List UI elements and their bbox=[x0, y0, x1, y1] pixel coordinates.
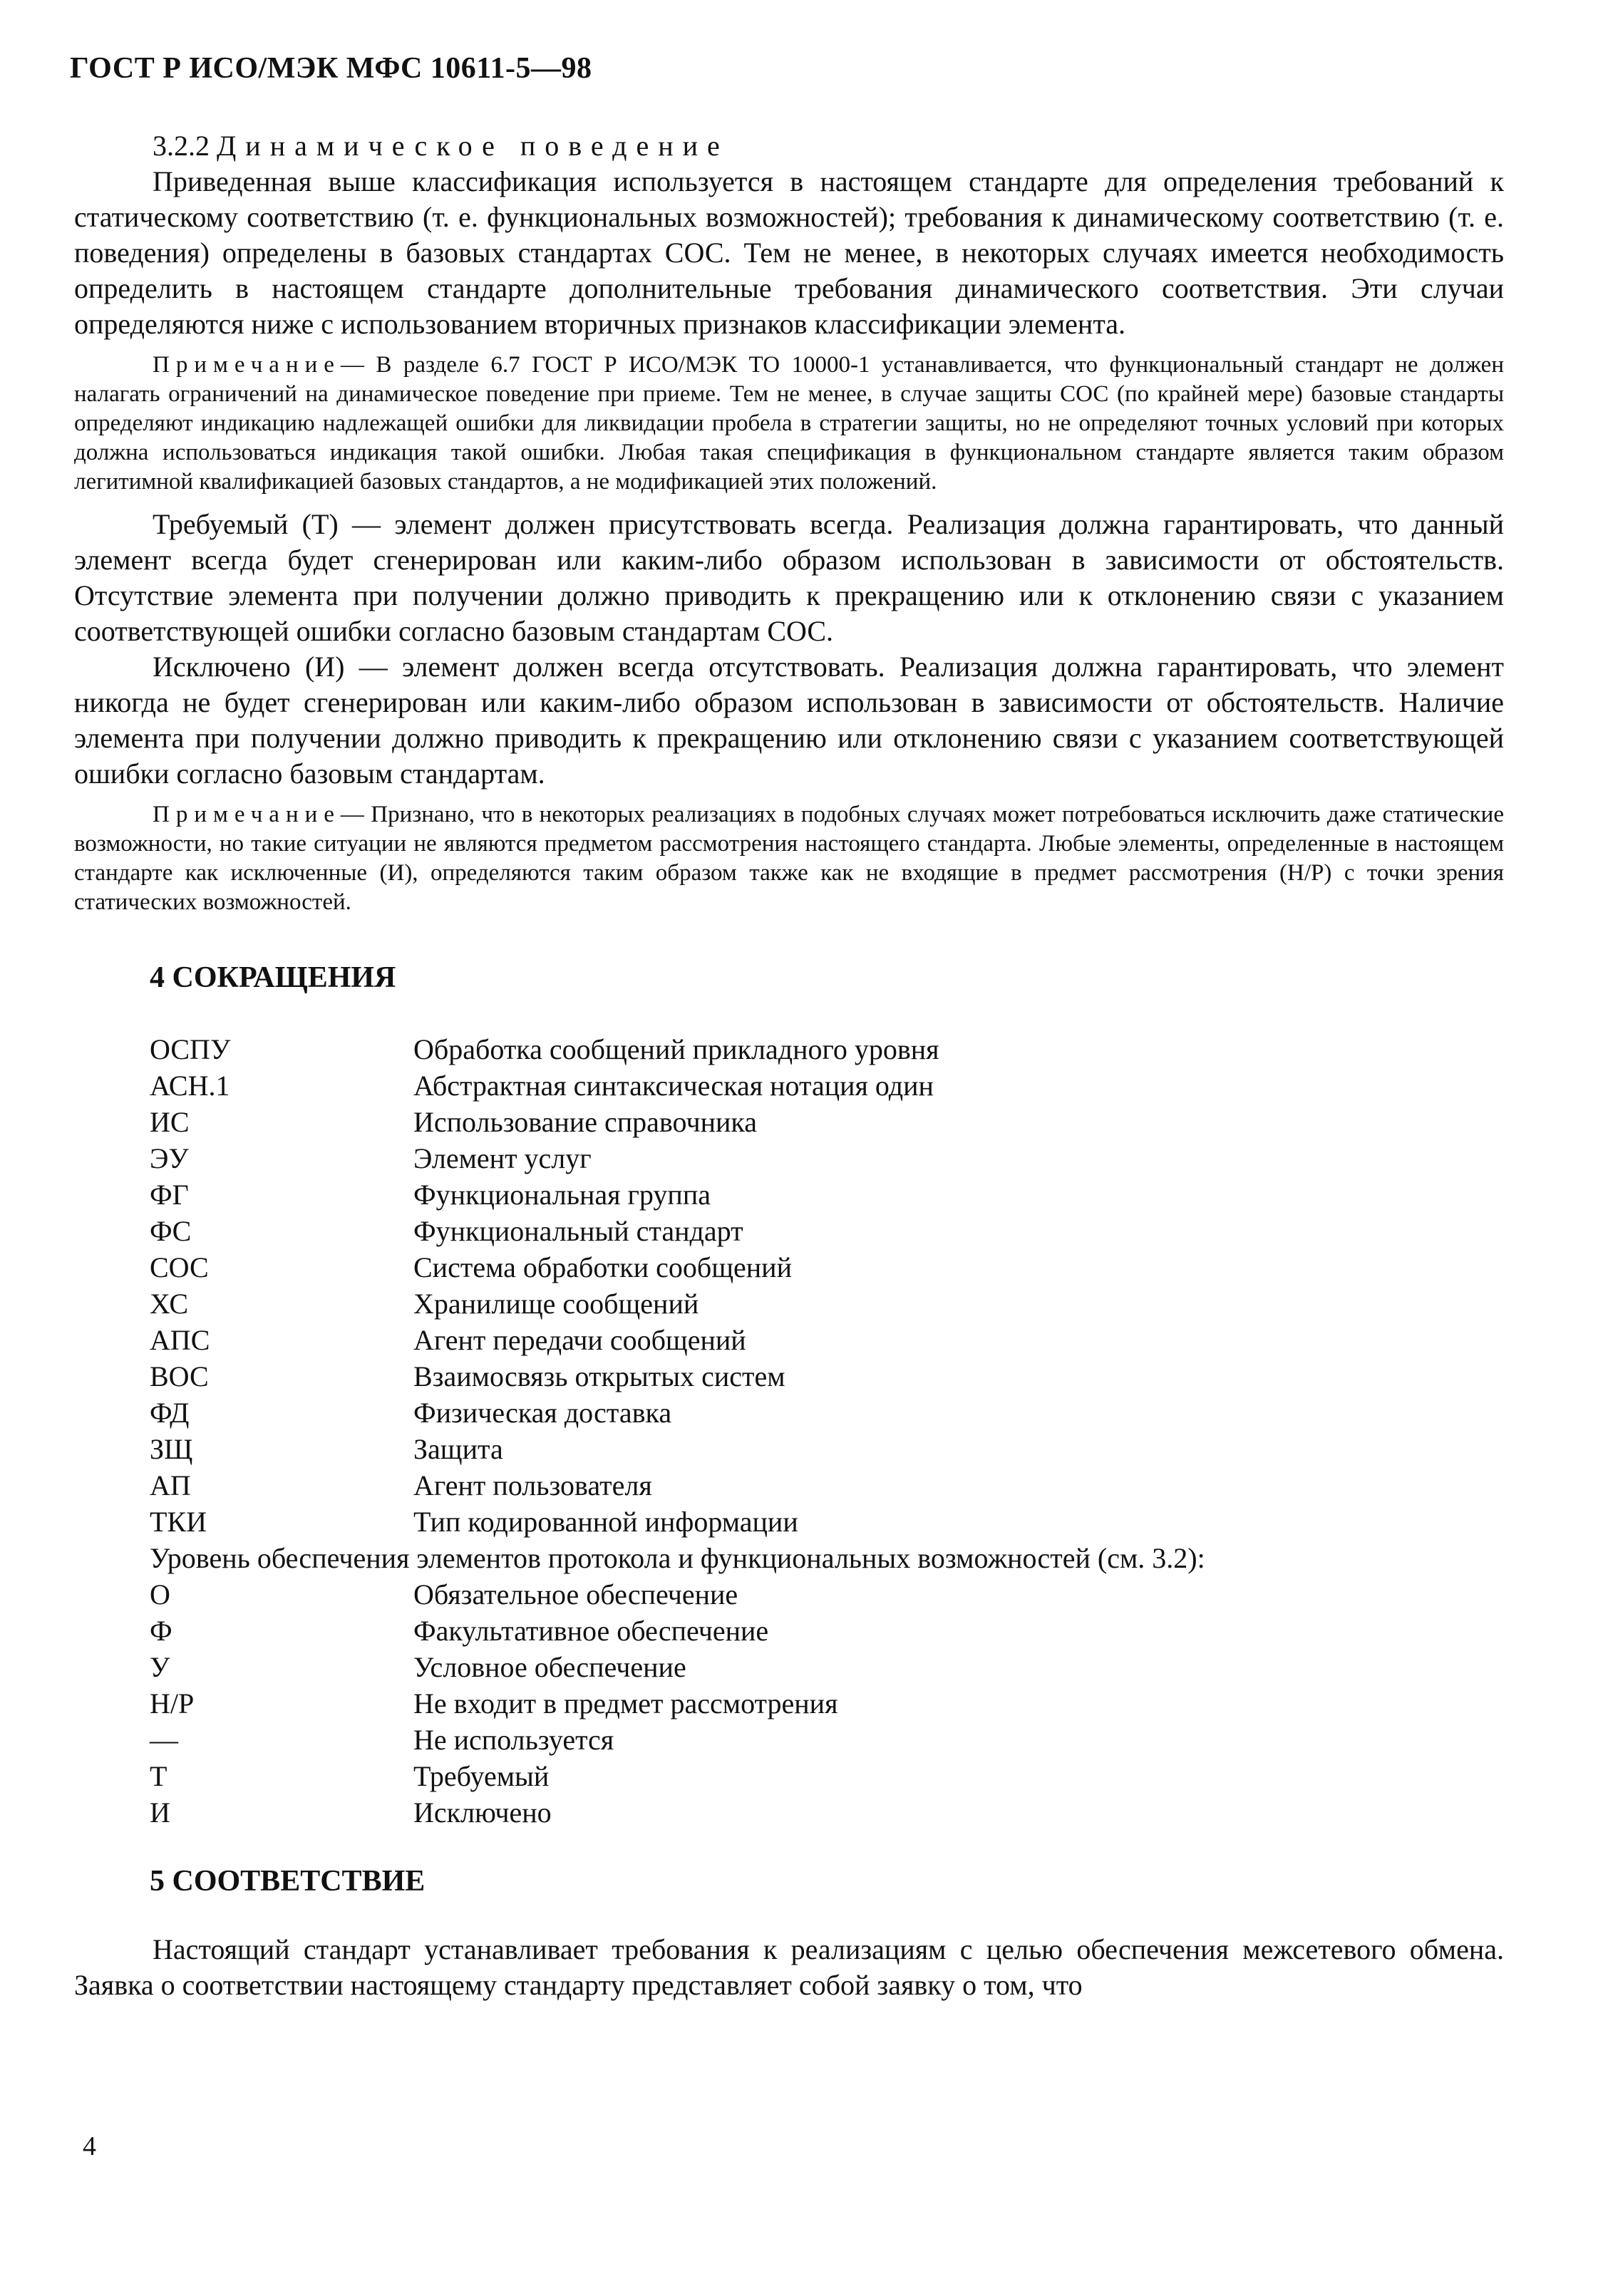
level-row bbox=[74, 1722, 1504, 1758]
abbreviation-code: АП bbox=[150, 1469, 191, 1501]
abbreviation-desc: Тип кодированной информации bbox=[413, 1506, 798, 1538]
level-desc: Факультативное обеспечение bbox=[413, 1615, 769, 1647]
abbreviation-code: ИС bbox=[150, 1106, 190, 1138]
level-code: — bbox=[150, 1724, 178, 1756]
abbreviation-desc: Физическая доставка bbox=[413, 1397, 672, 1429]
level-code: У bbox=[150, 1651, 170, 1683]
level-desc: Не входит в предмет рассмотрения bbox=[413, 1687, 838, 1720]
level-row bbox=[74, 1576, 1504, 1613]
abbreviation-desc: Использование справочника bbox=[413, 1106, 757, 1138]
level-row bbox=[74, 1685, 1504, 1722]
note-1 bbox=[74, 351, 1504, 497]
abbreviation-code: ХС bbox=[150, 1288, 189, 1320]
level-code: О bbox=[150, 1578, 170, 1610]
page-number: 4 bbox=[83, 2131, 96, 2161]
abbreviation-desc: Хранилище сообщений bbox=[413, 1288, 699, 1320]
abbreviation-row bbox=[74, 1067, 1504, 1104]
level-desc: Требуемый bbox=[413, 1760, 550, 1792]
abbreviation-row bbox=[74, 1140, 1504, 1177]
level-code: Ф bbox=[150, 1615, 172, 1647]
document-header: ГОСТ Р ИСО/МЭК МФС 10611-5—98 bbox=[70, 52, 592, 85]
abbreviation-code: ФС bbox=[150, 1215, 192, 1247]
level-row bbox=[74, 1613, 1504, 1649]
abbreviation-row bbox=[74, 1504, 1504, 1540]
note-1-text: — В разделе 6.7 ГОСТ Р ИСО/МЭК ТО 10000-1 устанавливается, что функциональный стандарт не должен налагать ограничений на динамическое поведение при приеме. Тем не менее, в случае защиты СОС (по крайней мере) базовые стандарты определяют индикацию надлежащей ошибки для ликвидации пробела в стратегии защиты, но не определяют точных условий при которых должна использоваться индикация такой ошибки. Любая такая спецификация в функциональном стандарте является таким образом легитимной квалификацией базовых стандартов, а не модификацией этих положений. bbox=[74, 352, 1504, 495]
abbreviation-code: АСН.1 bbox=[150, 1070, 230, 1102]
level-desc: Не используется bbox=[413, 1724, 614, 1756]
section-heading-abbreviations: 4 СОКРАЩЕНИЯ bbox=[150, 961, 396, 994]
level-desc: Обязательное обеспечение bbox=[413, 1578, 738, 1610]
abbreviation-code: ВОС bbox=[150, 1360, 209, 1392]
note-2-text: — Признано, что в некоторых реализациях в подобных случаях может потребоваться исключить даже статические возможности, но такие ситуации не являются предметом рассмотрения настоящего стандарта. Любые элементы, определенные в настоящем стандарте как исключенные (И), определяются таким образом также как не входящие в предмет рассмотрения (Н/Р) с точки зрения статических возможностей. bbox=[74, 802, 1504, 915]
abbreviation-row bbox=[74, 1395, 1504, 1431]
note-2 bbox=[74, 800, 1504, 917]
abbreviation-row bbox=[74, 1358, 1504, 1395]
level-desc: Исключено bbox=[413, 1796, 552, 1829]
subsection-heading-3-2-2 bbox=[74, 128, 1504, 164]
abbreviation-desc: Взаимосвязь открытых систем bbox=[413, 1360, 785, 1392]
abbreviation-desc: Обработка сообщений прикладного уровня bbox=[413, 1033, 939, 1065]
level-desc: Условное обеспечение bbox=[413, 1651, 686, 1683]
abbreviation-row bbox=[74, 1104, 1504, 1140]
note-1-label: Примечание bbox=[153, 352, 341, 378]
abbreviation-desc: Абстрактная синтаксическая нотация один bbox=[413, 1070, 934, 1102]
abbreviation-code: СОС bbox=[150, 1251, 209, 1283]
section-heading-conformance: 5 СООТВЕТСТВИЕ bbox=[150, 1865, 426, 1898]
abbreviation-code: ЗЩ bbox=[150, 1433, 193, 1465]
level-code: И bbox=[150, 1796, 170, 1829]
level-row bbox=[74, 1758, 1504, 1794]
note-2-label: Примечание bbox=[153, 802, 341, 827]
abbreviation-desc: Агент передачи сообщений bbox=[413, 1324, 746, 1356]
abbreviation-code: АПС bbox=[150, 1324, 210, 1356]
abbreviation-row bbox=[74, 1467, 1504, 1504]
abbreviation-code: ЭУ bbox=[150, 1142, 189, 1174]
abbreviation-row bbox=[74, 1213, 1504, 1249]
paragraph-conformance: Настоящий стандарт устанавливает требования к реализациям с целью обеспечения межсетевого обмена. Заявка о соответствии настоящему стандарту представляет собой заявку о том, что bbox=[74, 1933, 1504, 2001]
page-content bbox=[74, 128, 1504, 2003]
level-code: Т bbox=[150, 1760, 168, 1792]
subsection-number: 3.2.2 bbox=[153, 130, 210, 162]
abbreviation-row bbox=[74, 1031, 1504, 1067]
level-code: Н/Р bbox=[150, 1687, 195, 1720]
support-levels-title: Уровень обеспечения элементов протокола и функциональных возможностей (см. 3.2): bbox=[150, 1542, 1205, 1574]
abbreviation-row bbox=[74, 1286, 1504, 1322]
abbreviation-row bbox=[74, 1431, 1504, 1467]
abbreviation-desc: Защита bbox=[413, 1433, 503, 1465]
level-row bbox=[74, 1649, 1504, 1685]
abbreviation-code: ФД bbox=[150, 1397, 190, 1429]
abbreviations-list bbox=[74, 1031, 1504, 1831]
level-row bbox=[74, 1794, 1504, 1831]
paragraph-required: Требуемый (Т) — элемент должен присутствовать всегда. Реализация должна гарантировать, что данный элемент всегда будет сгенерирован или каким-либо образом использован в зависимости от обстоятельств. Отсутствие элемента при получении должно приводить к прекращению или к отклонению связи с указанием соответствующей ошибки согласно базовым стандартам СОС. bbox=[74, 508, 1504, 647]
paragraph-dynamic-intro: Приведенная выше классификация используется в настоящем стандарте для определения требований к статическому соответствию (т. е. функциональных возможностей); требования к динамическому соответствию (т. е. поведения) определены в базовых стандартах СОС. Тем не менее, в некоторых случаях имеется необходимость определить в настоящем стандарте дополнительные требования динамического соответствия. Эти случаи определяются ниже с использованием вторичных признаков классификации элемента. bbox=[74, 165, 1504, 340]
abbreviation-desc: Элемент услуг bbox=[413, 1142, 592, 1174]
subsection-title: Динамическое поведение bbox=[217, 130, 729, 162]
abbreviation-desc: Агент пользователя bbox=[413, 1469, 652, 1501]
paragraph-excluded: Исключено (И) — элемент должен всегда отсутствовать. Реализация должна гарантировать, что элемент никогда не будет сгенерирован или каким-либо образом использован в зависимости от обстоятельств. Наличие элемента при получении должно приводить к прекращению или отклонению связи с указанием соответствующей ошибки согласно базовым стандартам. bbox=[74, 651, 1504, 790]
abbreviation-row bbox=[74, 1177, 1504, 1213]
abbreviation-code: ТКИ bbox=[150, 1506, 207, 1538]
abbreviation-row bbox=[74, 1322, 1504, 1358]
abbreviation-desc: Функциональный стандарт bbox=[413, 1215, 743, 1247]
abbreviation-desc: Функциональная группа bbox=[413, 1179, 711, 1211]
abbreviation-code: ФГ bbox=[150, 1179, 189, 1211]
abbreviation-row bbox=[74, 1249, 1504, 1286]
abbreviation-desc: Система обработки сообщений bbox=[413, 1251, 792, 1283]
abbreviation-code: ОСПУ bbox=[150, 1033, 231, 1065]
